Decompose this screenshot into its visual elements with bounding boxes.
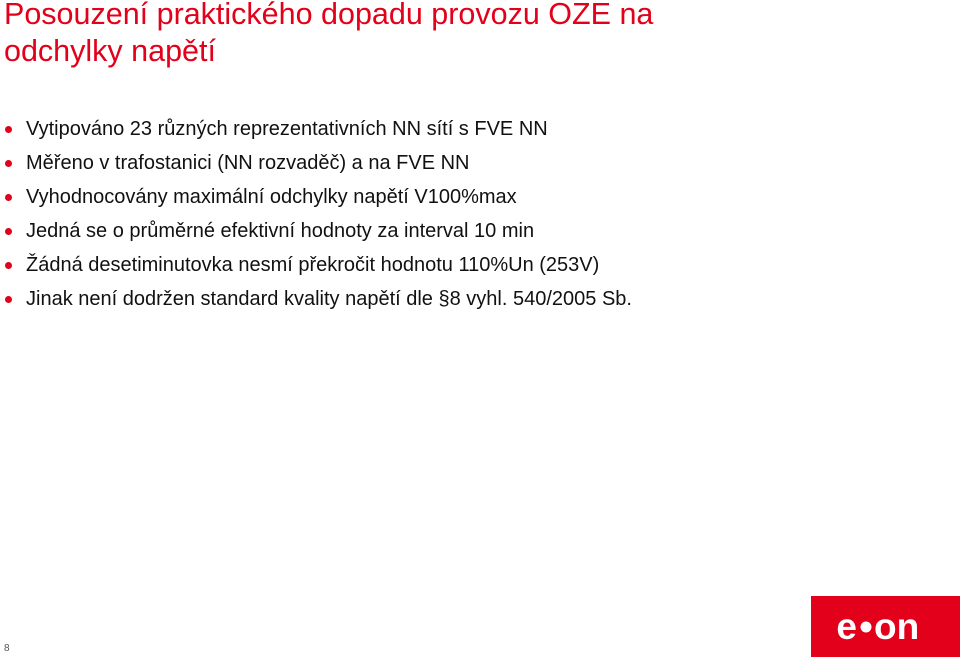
bullet-dot-icon [5, 160, 12, 167]
bullet-item [0, 146, 940, 180]
slide-title-line-1: Posouzení praktického dopadu provozu OZE na [4, 0, 654, 31]
bullet-text: Jinak není dodržen standard kvality napětí dle §8 vyhl. 540/2005 Sb. [26, 288, 632, 310]
bullet-dot-icon [5, 126, 12, 133]
bullet-text: Měřeno v trafostanici (NN rozvaděč) a na FVE NN [26, 152, 470, 174]
page-number: 8 [4, 643, 10, 654]
bullet-dot-icon [5, 194, 12, 201]
slide-title [4, 0, 934, 70]
bullet-item [0, 248, 940, 282]
bullet-text: Jedná se o průměrné efektivní hodnoty za interval 10 min [26, 220, 535, 242]
bullet-dot-icon [5, 228, 12, 235]
bullet-text: Žádná desetiminutovka nesmí překročit hodnotu 110%Un (253V) [26, 254, 600, 276]
eon-logo-letters-on: on [874, 606, 920, 647]
eon-logo-icon [811, 596, 960, 657]
slide-title-line-2: odchylky napětí [4, 34, 216, 68]
bullet-item [0, 180, 940, 214]
bullet-list [0, 112, 940, 316]
bullet-item [0, 112, 940, 146]
bullet-dot-icon [5, 296, 12, 303]
eon-logo-mark [811, 596, 960, 657]
eon-logo-letter-e: e [836, 606, 857, 647]
bullet-dot-icon [5, 262, 12, 269]
bullet-text: Vyhodnocovány maximální odchylky napětí V100%max [26, 186, 517, 208]
bullet-item [0, 282, 940, 316]
bullet-item [0, 214, 940, 248]
eon-logo-dot [861, 622, 872, 633]
bullet-text: Vytipováno 23 různých reprezentativních NN sítí s FVE NN [26, 118, 548, 140]
